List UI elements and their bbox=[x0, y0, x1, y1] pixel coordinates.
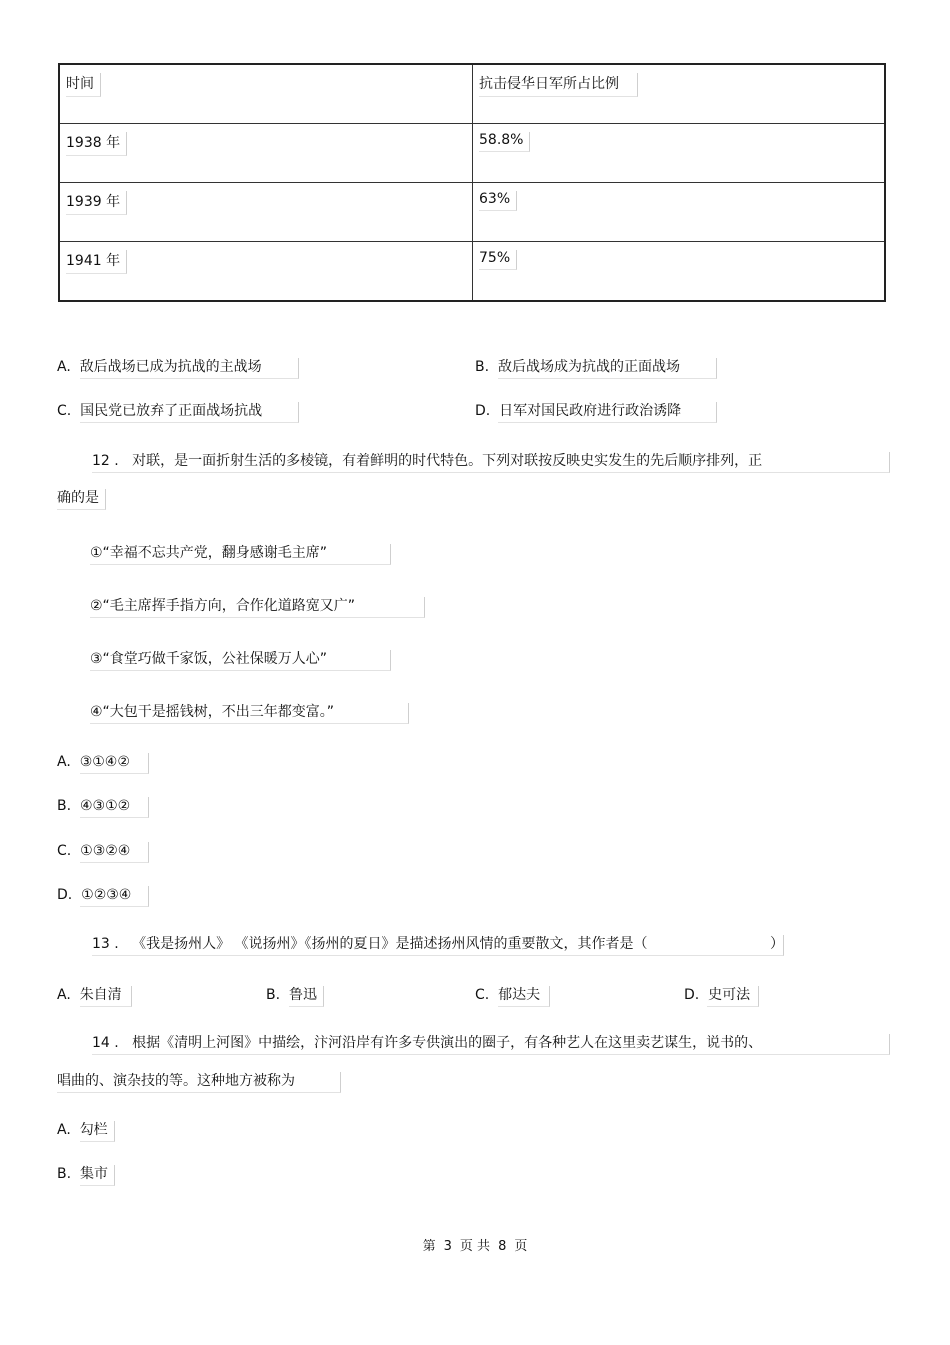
option-underline bbox=[80, 986, 132, 1007]
couplet-item: ②“毛主席挥手指方向，合作化道路宽又广” bbox=[90, 598, 356, 614]
table-cell: 1938 年 bbox=[59, 124, 473, 183]
option-c[interactable]: C. ①③②④ bbox=[57, 843, 131, 859]
item-underline bbox=[90, 650, 391, 671]
page-footer: 第 3 页 共 8 页 bbox=[422, 1239, 528, 1254]
option-d[interactable]: D. 史可法 bbox=[684, 987, 751, 1003]
option-underline bbox=[80, 402, 299, 423]
option-underline bbox=[707, 986, 759, 1007]
option-underline bbox=[80, 842, 149, 863]
page-total: 8 bbox=[498, 1239, 507, 1254]
option-b[interactable]: B. 鲁迅 bbox=[266, 987, 317, 1003]
option-a[interactable]: A. 朱自清 bbox=[57, 987, 122, 1003]
data-table bbox=[58, 63, 886, 302]
option-underline bbox=[80, 1121, 115, 1142]
question-14-stem-cont: 唱曲的、演杂技的等。这种地方被称为 bbox=[57, 1073, 295, 1089]
table-row bbox=[59, 124, 885, 183]
option-underline bbox=[80, 1165, 115, 1186]
option-underline bbox=[80, 753, 149, 774]
question-12-stem-cont: 确的是 bbox=[57, 490, 99, 506]
question-12-stem: 12 . 对联，是一面折射生活的多棱镜，有着鲜明的时代特色。下列对联按反映史实发生的先后顺序排列，正 bbox=[92, 453, 763, 469]
table-cell: 1941 年 bbox=[59, 242, 473, 302]
table-row bbox=[59, 183, 885, 242]
option-a[interactable]: A. 敌后战场已成为抗战的主战场 bbox=[57, 359, 262, 375]
option-underline bbox=[289, 986, 324, 1007]
table-header-cell: 时间 bbox=[59, 64, 473, 124]
option-b[interactable]: B. ④③①② bbox=[57, 798, 131, 814]
answer-paren-close: ） bbox=[770, 936, 784, 952]
table-cell: 63% bbox=[473, 183, 886, 242]
question-14-stem: 14 . 根据《清明上河图》中描绘，汴河沿岸有许多专供演出的圈子，有各种艺人在这里卖艺谋生，说书的、 bbox=[92, 1035, 763, 1051]
item-underline bbox=[90, 597, 425, 618]
table-row bbox=[59, 242, 885, 302]
stem-underline bbox=[92, 1034, 890, 1055]
stem-underline bbox=[57, 1072, 341, 1093]
table-header-cell: 抗击侵华日军所占比例 bbox=[473, 64, 886, 124]
option-underline bbox=[80, 886, 149, 907]
option-d[interactable]: D. 日军对国民政府进行政治诱降 bbox=[475, 403, 682, 419]
couplet-item: ④“大包干是摇钱树，不出三年都变富。” bbox=[90, 704, 335, 720]
option-a[interactable]: A. 勾栏 bbox=[57, 1122, 108, 1138]
table-header-row bbox=[59, 64, 885, 124]
item-underline bbox=[90, 703, 409, 724]
table-cell: 75% bbox=[473, 242, 886, 302]
option-c[interactable]: C. 国民党已放弃了正面战场抗战 bbox=[57, 403, 263, 419]
table-cell: 1939 年 bbox=[59, 183, 473, 242]
stem-underline bbox=[92, 935, 784, 956]
couplet-item: ①“幸福不忘共产党，翻身感谢毛主席” bbox=[90, 545, 328, 561]
option-c[interactable]: C. 郁达夫 bbox=[475, 987, 541, 1003]
stem-underline bbox=[57, 489, 106, 510]
table-cell: 58.8% bbox=[473, 124, 886, 183]
item-underline bbox=[90, 544, 391, 565]
question-13-stem: 13 . 《我是扬州人》 《说扬州》《扬州的夏日》是描述扬州风情的重要散文，其作者是（ bbox=[92, 936, 648, 952]
couplet-item: ③“食堂巧做千家饭，公社保暖万人心” bbox=[90, 651, 328, 667]
option-underline bbox=[498, 358, 717, 379]
option-underline bbox=[80, 358, 299, 379]
stem-underline bbox=[92, 452, 890, 473]
option-b[interactable]: B. 集市 bbox=[57, 1166, 108, 1182]
option-underline bbox=[498, 986, 550, 1007]
option-b[interactable]: B. 敌后战场成为抗战的正面战场 bbox=[475, 359, 680, 375]
option-underline bbox=[80, 797, 149, 818]
option-underline bbox=[498, 402, 717, 423]
option-a[interactable]: A. ③①④② bbox=[57, 754, 130, 770]
option-d[interactable]: D. ①②③④ bbox=[57, 887, 132, 903]
page-number: 3 bbox=[443, 1239, 452, 1254]
